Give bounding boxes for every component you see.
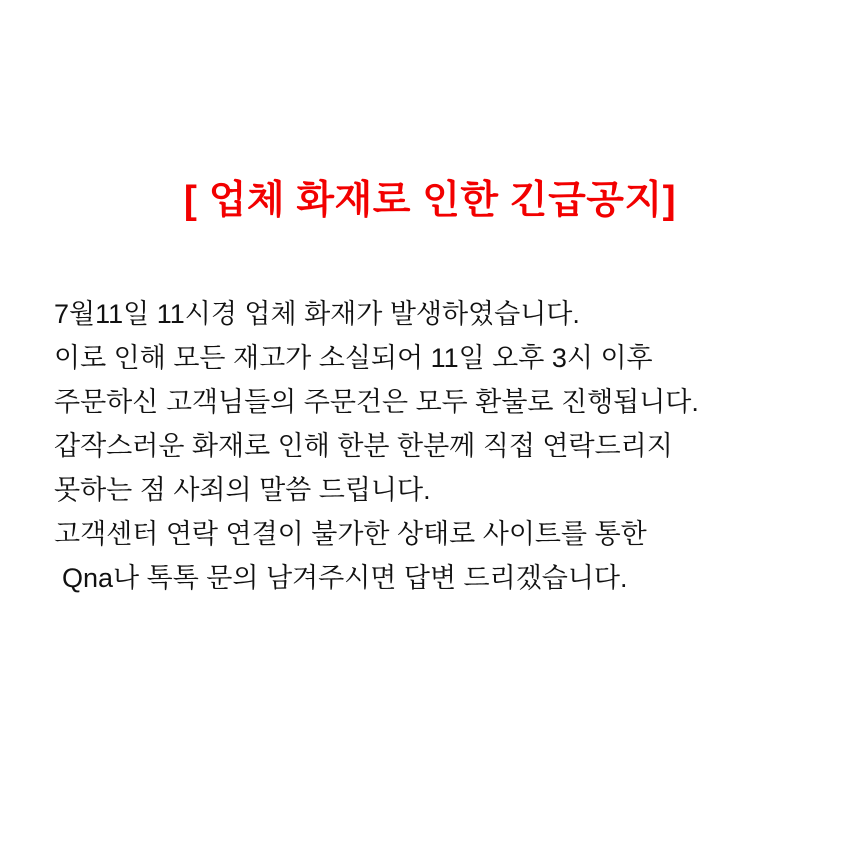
notice-line: 못하는 점 사죄의 말씀 드립니다. xyxy=(54,475,431,505)
notice-line: 갑작스러운 화재로 인해 한분 한분께 직접 연락드리지 xyxy=(54,431,673,461)
notice-line: 고객센터 연락 연결이 불가한 상태로 사이트를 통한 xyxy=(54,519,647,549)
page-title: [ 업체 화재로 인한 긴급공지] xyxy=(183,179,677,222)
notice-line: 이로 인해 모든 재고가 소실되어 11일 오후 3시 이후 xyxy=(54,343,653,373)
notice-line: 주문하신 고객님들의 주문건은 모두 환불로 진행됩니다. xyxy=(54,387,699,417)
notice-line: 7월11일 11시경 업체 화재가 발생하였습니다. xyxy=(54,299,580,329)
notice-body xyxy=(54,292,824,600)
notice-line: Qna나 톡톡 문의 남겨주시면 답변 드리겠습니다. xyxy=(62,563,628,593)
